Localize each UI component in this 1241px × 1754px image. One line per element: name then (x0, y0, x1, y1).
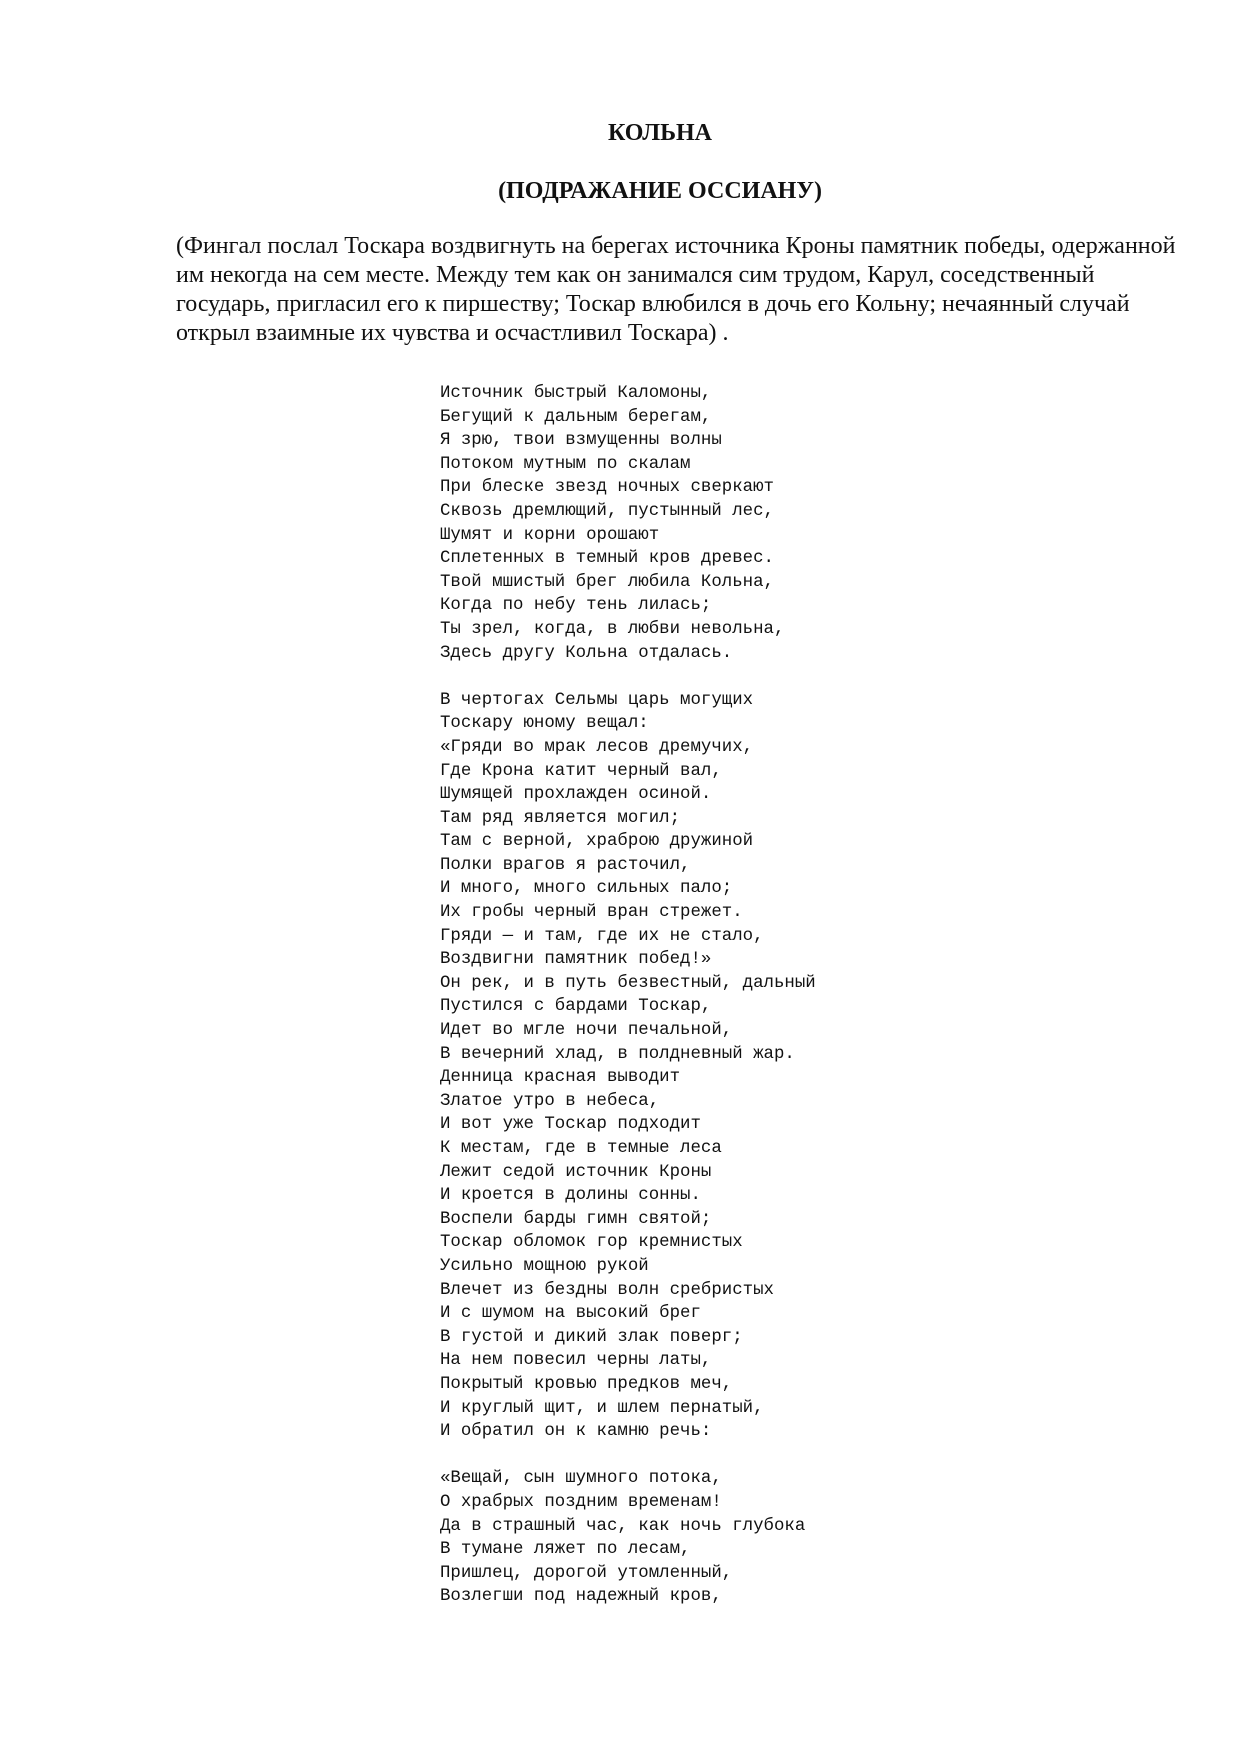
poem-line: К местам, где в темные леса (440, 1139, 722, 1158)
poem-line: Источник быстрый Каломоны, (440, 384, 712, 403)
poem-line: Здесь другу Кольна отдалась. (440, 643, 733, 663)
poem-line: Я зрю, твои взмущенны волны (440, 431, 722, 451)
poem-line: Когда по небу тень лилась; (440, 596, 712, 616)
poem-line: Шумят и корни орошают (440, 525, 660, 545)
poem-line: Сплетенных в темный кров древес. (440, 549, 774, 569)
poem-line: Возлегши под надежный кров, (440, 1587, 722, 1607)
intro-paragraph: (Фингал послал Тоскара воздвигнуть на берегах источника Кроны памятник победы, одержанной им некогда на сем месте. Между тем как он занимался сим трудом, Карул, соседственный государь, пригласил его к пиршеству; Тоскар влюбился в дочь его Кольну; нечаянный случай открыл взаимные их чувства и осчастливил Тоскара) . (176, 233, 1176, 346)
poem-line: Потоком мутным по скалам (440, 454, 691, 474)
poem-line: Тоскар обломок гор кремнистых (440, 1233, 743, 1253)
poem-line: Полки врагов я расточил, (440, 855, 691, 875)
poem-body (440, 382, 1000, 1632)
poem-line: Сквозь дремлющий, пустынный лес, (440, 501, 774, 521)
poem-line: Пустился с бардами Тоскар, (440, 997, 712, 1017)
poem-line: И много, много сильных пало; (440, 879, 733, 899)
poem-line: Влечет из бездны волн сребристых (440, 1280, 774, 1300)
poem-line: Лежит седой источник Кроны (440, 1162, 712, 1182)
poem-line: Где Крона катит черный вал, (440, 761, 722, 781)
poem-stanza (440, 689, 1000, 1444)
poem-line: И обратил он к камню речь: (440, 1422, 712, 1442)
poem-line: Гряди — и там, где их не стало, (440, 926, 764, 946)
poem-line: В тумане ляжет по лесам, (440, 1540, 691, 1560)
page-title: КОЛЬНА (607, 120, 713, 146)
poem-line: Да в страшный час, как ночь глубока (440, 1516, 806, 1536)
poem-line: И кроется в долины сонны. (440, 1186, 701, 1206)
poem-line: Тоскару юному вещал: (440, 714, 649, 734)
poem-line: В вечерний хлад, в полдневный жар. (440, 1044, 795, 1064)
poem-line: Ты зрел, когда, в любви невольна, (440, 619, 785, 639)
poem-stanza (440, 382, 1000, 665)
poem-line: О храбрых поздним временам! (440, 1492, 722, 1512)
poem-line: На нем повесил черны латы, (440, 1351, 712, 1371)
poem-line: «Вещай, сын шумного потока, (440, 1469, 722, 1489)
page-subtitle: (ПОДРАЖАНИЕ ОССИАНУ) (498, 178, 822, 204)
poem-line: Идет во мгле ночи печальной, (440, 1021, 733, 1041)
poem-line: При блеске звезд ночных сверкают (440, 478, 774, 498)
poem-line: Покрытый кровью предков меч, (440, 1374, 733, 1394)
poem-line: Бегущий к дальным берегам, (440, 407, 712, 427)
poem-line: Шумящей прохлажден осиной. (440, 785, 712, 805)
poem-line: Он рек, и в путь безвестный, дальный (440, 973, 816, 993)
poem-line: «Гряди во мрак лесов дремучих, (440, 737, 754, 757)
poem-line: И круглый щит, и шлем пернатый, (440, 1398, 764, 1418)
poem-line: Златое утро в небеса, (440, 1091, 660, 1111)
poem-line: Воспели барды гимн святой; (440, 1209, 712, 1229)
poem-line: В чертогах Сельмы царь могущих (440, 690, 754, 710)
poem-line: И с шумом на высокий брег (440, 1304, 701, 1324)
poem-line: Воздвигни памятник побед!» (440, 950, 712, 970)
poem-line: Их гробы черный вран стрежет. (440, 903, 743, 923)
poem-line: Денница красная выводит (440, 1068, 681, 1088)
poem-line: Твой мшистый брег любила Кольна, (440, 572, 774, 592)
poem-line: В густой и дикий злак поверг; (440, 1327, 743, 1347)
poem-line: Там с верной, храброю дружиной (440, 832, 754, 852)
poem-line: И вот уже Тоскар подходит (440, 1115, 701, 1135)
poem-stanza (440, 1467, 1000, 1609)
poem-line: Пришлец, дорогой утомленный, (440, 1563, 733, 1583)
poem-line: Усильно мощною рукой (440, 1256, 649, 1276)
poem-line: Там ряд является могил; (440, 808, 681, 828)
